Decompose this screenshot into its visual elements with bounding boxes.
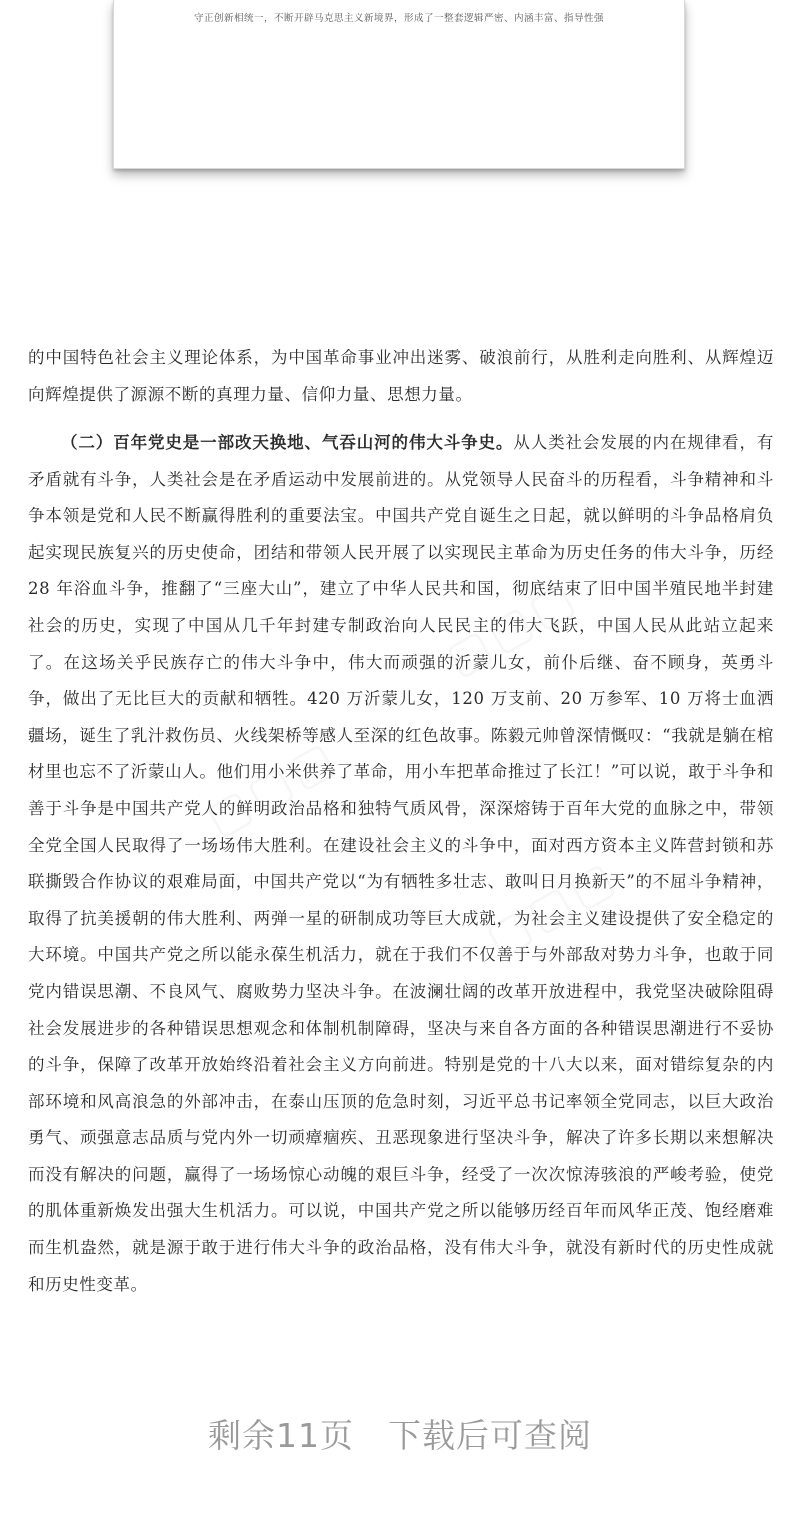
paragraph-continued bbox=[28, 340, 774, 413]
section-heading: （二）百年党史是一部改天换地、气吞山河的伟大斗争史。 bbox=[61, 433, 514, 452]
preview-text-line: 守正创新相统一，不断开辟马克思主义新境界，形成了一整套逻辑严密、内涵丰富、指导性强 bbox=[193, 13, 604, 24]
remaining-pages-notice[interactable]: 剩余11页 下载后可查阅 bbox=[208, 1416, 592, 1455]
paragraph-text: 的中国特色社会主义理论体系，为中国革命事业冲出迷雾、破浪前行，从胜利走向胜利、从辉煌迈向辉煌提供了源源不断的真理力量、信仰力量、思想力量。 bbox=[28, 348, 774, 404]
page-preview-card bbox=[113, 0, 685, 169]
paragraph-body bbox=[28, 425, 774, 1303]
paragraph-text: 从人类社会发展的内在规律看，有矛盾就有斗争，人类社会是在矛盾运动中发展前进的。从党领导人民奋斗的历程看，斗争精神和斗争本领是党和人民不断赢得胜利的重要法宝。中国共产党自诞生之日起，就以鲜明的斗争品格肩负起实现民族复兴的历史使命，团结和带领人民开展了以实现民主革命为历史任务的伟大斗争，历经 28 年浴血斗争，推翻了“三座大山”，建立了中华人民共和国，彻底结束了旧中国半殖民地半封建社会的历史，实现了中国从几千年封建专制政治向人民民主的伟大飞跃，中国人民从此站立起来了。在这场关乎民族存亡的伟大斗争中，伟大而顽强的沂蒙儿女，前仆后继、奋不顾身，英勇斗争，做出了无比巨大的贡献和牺牲。420 万沂蒙儿女，120 万支前、20 万参军、10 万将士血洒疆场，诞生了乳汁救伤员、火线架桥等感人至深的红色故事。陈毅元帅曾深情慨叹：“我就是躺在棺材里也忘不了沂蒙山人。他们用小米供养了革命，用小车把革命推过了长江！”可以说，敢于斗争和善于斗争是中国共产党人的鲜明政治品格和独特气质风骨，深深熔铸于百年大党的血脉之中，带领全党全国人民取得了一场场伟大胜利。在建设社会主义的斗争中，面对西方资本主义阵营封锁和苏联撕毁合作协议的艰难局面，中国共产党以“为有牺牲多壮志、敢叫日月换新天”的不屈斗争精神，取得了抗美援朝的伟大胜利、两弹一星的研制成功等巨大成就，为社会主义建设提供了安全稳定的大环境。中国共产党之所以能永葆生机活力，就在于我们不仅善于与外部敌对势力斗争，也敢于同党内错误思潮、不良风气、腐败势力坚决斗争。在波澜壮阔的改革开放进程中，我党坚决破除阻碍社会发展进步的各种错误思想观念和体制机制障碍，坚决与来自各方面的各种错误思潮进行不妥协的斗争，保障了改革开放始终沿着社会主义方向前进。特别是党的十八大以来，面对错综复杂的内部环境和风高浪急的外部冲击，在泰山压顶的危急时刻，习近平总书记率领全党同志，以巨大政治勇气、顽强意志品质与党内外一切顽瘴痼疾、丑恶现象进行坚决斗争，解决了许多长期以来想解决而没有解决的问题，赢得了一场场惊心动魄的艰巨斗争，经受了一次次惊涛骇浪的严峻考验，使党的肌体重新焕发出强大生机活力。可以说，中国共产党之所以能够历经百年而风华正茂、饱经磨难而生机盎然，就是源于敢于进行伟大斗争的政治品格，没有伟大斗争，就没有新时代的历史性成就和历史性变革。 bbox=[28, 433, 775, 1294]
paragraph-struggle-history bbox=[28, 425, 774, 1303]
